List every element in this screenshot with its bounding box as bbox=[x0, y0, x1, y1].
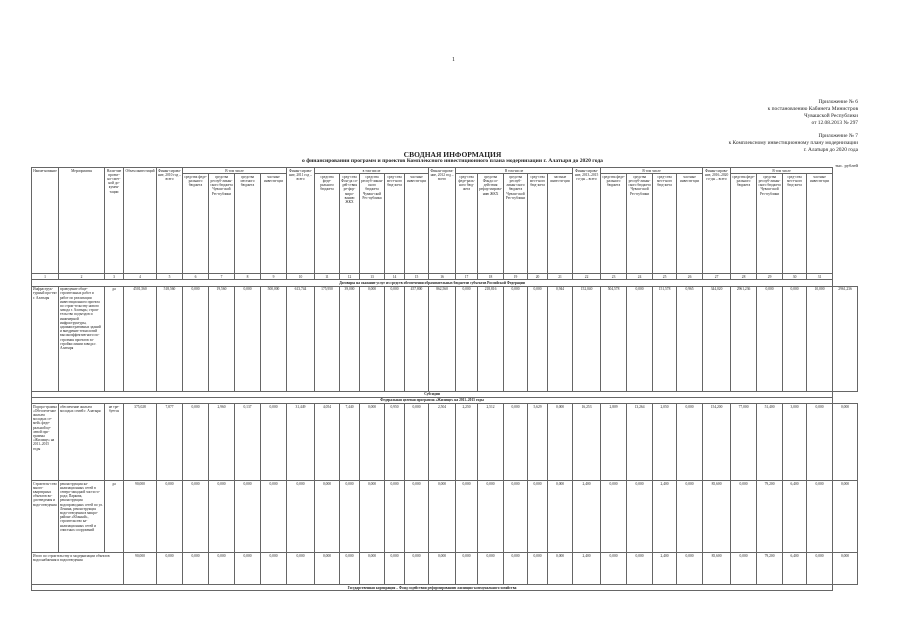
value-cell: 0,000 bbox=[183, 286, 209, 391]
header-rep-2012: средства респуб-ликан-ского бюджета Чуваш-ской Рес-публики bbox=[504, 174, 528, 274]
value-cell: 79,200 bbox=[757, 481, 783, 553]
value-cell: 0,000 bbox=[504, 553, 528, 585]
value-cell: 0,000 bbox=[360, 481, 385, 553]
row-design-docs: да bbox=[105, 286, 124, 391]
value-cell: 16,253 bbox=[573, 404, 601, 481]
header-mun-2010: средства местного бюджета bbox=[235, 174, 261, 274]
header-mun-2011: сред-ства мест-ного бюд-жета bbox=[385, 174, 405, 274]
value-cell: 0,000 bbox=[405, 553, 429, 585]
value-cell: 2,400 bbox=[573, 553, 601, 585]
value-cell: 0,000 bbox=[627, 286, 653, 391]
value-cell: 0,000 bbox=[833, 553, 858, 585]
value-cell: 31,449 bbox=[287, 404, 315, 481]
value-cell: 0,000 bbox=[528, 481, 548, 553]
value-cell: 10,000 bbox=[807, 286, 833, 391]
value-cell: 0,000 bbox=[627, 481, 653, 553]
column-number: 14 bbox=[385, 274, 405, 280]
value-cell: 0,000 bbox=[504, 481, 528, 553]
column-number: 1 bbox=[32, 274, 59, 280]
header-fin-2012: Финан-сирова-ние, 2012 год – всего bbox=[429, 168, 456, 274]
value-cell: 151,578 bbox=[653, 286, 677, 391]
value-cell: 154,200 bbox=[703, 404, 731, 481]
header-fed-2011: средства феде-рального бюджета bbox=[315, 174, 340, 274]
column-number: 13 bbox=[360, 274, 385, 280]
column-number: 8 bbox=[235, 274, 261, 280]
column-number: 11 bbox=[315, 274, 340, 280]
appendix-7-line1: Приложение № 7 bbox=[818, 133, 858, 139]
value-cell: 0,000 bbox=[807, 481, 833, 553]
column-number: 5 bbox=[157, 274, 183, 280]
value-cell: 2,809 bbox=[601, 404, 627, 481]
header-incl-2015: В том числе bbox=[601, 168, 703, 174]
row-name: Подпро-грамма «Обеспече-ние жильем молодых се-мей» феде-ральной це-левой про-граммы «Жилище» на 2011–2015 годы bbox=[32, 404, 59, 481]
value-cell: 39,000 bbox=[340, 286, 360, 391]
value-cell: 7,440 bbox=[340, 404, 360, 481]
header-fin-2011: Финан-сирова-ние, 2011 год – всего bbox=[287, 168, 315, 274]
section-row bbox=[32, 585, 858, 591]
header-measures: Мероприятия bbox=[59, 168, 105, 274]
column-number: 3 bbox=[105, 274, 124, 280]
value-cell: 0,000 bbox=[287, 553, 315, 585]
value-cell: 0,000 bbox=[548, 404, 573, 481]
row-measure: обеспечение жильем молодых семей г. Алатыря bbox=[59, 404, 105, 481]
row-measure: проведение обще-строительных работ и работ по реализации инвестиционного проекта по строи-тельству нового завода г. Алатырь; строи-тельство подъездов и инженерной инфраструктуры, административных зданий и внедрение технологий высокоэффектив-ного по-строения проектов за-стройки линии завода г. Алатыря bbox=[59, 286, 105, 391]
value-cell: 344,020 bbox=[703, 286, 731, 391]
column-number: 28 bbox=[731, 274, 757, 280]
value-cell: 0,000 bbox=[528, 286, 548, 391]
value-cell: 0,000 bbox=[456, 481, 478, 553]
value-cell: 0,000 bbox=[833, 481, 858, 553]
value-cell: 0,000 bbox=[807, 553, 833, 585]
value-cell: 19,560 bbox=[209, 286, 235, 391]
value-cell: 0,000 bbox=[731, 553, 757, 585]
value-cell: 0,000 bbox=[385, 481, 405, 553]
value-cell: 0,000 bbox=[261, 404, 287, 481]
header-rep-2010: средства респуб-ликан-ского бюджета Чуваш-ской Рес-публики bbox=[209, 174, 235, 274]
value-cell: 4,054 bbox=[315, 404, 340, 481]
section-title: Государственная корпорация – Фонд содействия реформированию жилищно-коммунального хозяйства bbox=[32, 585, 833, 591]
value-cell: 500,000 bbox=[261, 286, 287, 391]
header-fund-2011: сред-ства Фон-да со-дей-ствия ре-фор-миро-ванию ЖКХ bbox=[340, 174, 360, 274]
table-row bbox=[32, 481, 858, 553]
value-cell: 77,000 bbox=[731, 404, 757, 481]
header-incl-2020: В том числе bbox=[731, 168, 833, 174]
total-row bbox=[32, 553, 858, 585]
column-number: 21 bbox=[548, 274, 573, 280]
header-fed-2010: средства феде-рального бюджета bbox=[183, 174, 209, 274]
section-title: Договоры на оказание услуг из средств обеспечения образовательных бюджетов субъектов Российской Федерации bbox=[32, 280, 833, 286]
column-number: 24 bbox=[627, 274, 653, 280]
header-mun-2012: сред-ства мест-ного бюд-жета bbox=[528, 174, 548, 274]
row-name: Инфраструк-турный про-ект г. Алатыря bbox=[32, 286, 59, 391]
column-number: 26 bbox=[677, 274, 703, 280]
value-cell: 613,744 bbox=[287, 286, 315, 391]
value-cell: 0,000 bbox=[287, 481, 315, 553]
value-cell: 2,400 bbox=[573, 481, 601, 553]
value-cell: 2,400 bbox=[653, 553, 677, 585]
value-cell: 0,000 bbox=[235, 481, 261, 553]
value-cell: 3,000 bbox=[783, 404, 807, 481]
value-cell: 0,000 bbox=[429, 553, 456, 585]
value-cell: 504,578 bbox=[601, 286, 627, 391]
column-number: 29 bbox=[757, 274, 783, 280]
value-cell: 0,000 bbox=[731, 481, 757, 553]
value-cell: 0,000 bbox=[183, 481, 209, 553]
value-cell: 13,264 bbox=[627, 404, 653, 481]
column-number: 30 bbox=[783, 274, 807, 280]
value-cell: 0,000 bbox=[385, 286, 405, 391]
value-cell: 6,400 bbox=[783, 553, 807, 585]
header-incl-2010: В том числе bbox=[183, 168, 287, 174]
column-number: 4 bbox=[124, 274, 157, 280]
appendix-6-line2: к постановлению Кабинета Министров bbox=[767, 106, 858, 112]
column-number: 12 bbox=[340, 274, 360, 280]
appendix-6-line4: от 12.08.2013 № 297 bbox=[811, 120, 858, 126]
header-fed-2015: средства феде-рального бюджета bbox=[601, 174, 627, 274]
value-cell: 2,960 bbox=[209, 404, 235, 481]
value-cell: 0,000 bbox=[504, 404, 528, 481]
value-cell: 0,000 bbox=[360, 286, 385, 391]
value-cell: 0,000 bbox=[429, 481, 456, 553]
value-cell: 0,000 bbox=[157, 553, 183, 585]
column-number: 19 bbox=[504, 274, 528, 280]
value-cell: 0,000 bbox=[601, 553, 627, 585]
column-number: 15 bbox=[405, 274, 429, 280]
row-measure: реконструкция ка-нализационных сетей в северо-западной части го-рода; Паркова, реконструкция водопроводных сетей по ул. Ленина, реконструкция водо-отведения в микро-районе «Южный», строительство ка-нализационных сетей и очистных сооружений bbox=[59, 481, 105, 553]
value-cell: 218,816 bbox=[478, 286, 504, 391]
row-name: Строитель-ство много-квартирных объектов во-доотведения и водо-отведения bbox=[32, 481, 59, 553]
value-cell: 0,000 bbox=[340, 481, 360, 553]
header-rep-2020: средства респуб-ликан-ского бюджета Чуваш-ской Рес-публики bbox=[757, 174, 783, 274]
value-cell: 457,800 bbox=[405, 286, 429, 391]
value-cell: 7,877 bbox=[157, 404, 183, 481]
column-number: 31 bbox=[807, 274, 833, 280]
value-cell: 0,000 bbox=[360, 553, 385, 585]
column-number: 27 bbox=[703, 274, 731, 280]
value-cell: 2,400 bbox=[653, 481, 677, 553]
value-cell: 0,000 bbox=[315, 481, 340, 553]
value-cell: 0,137 bbox=[235, 404, 261, 481]
value-cell: 0,000 bbox=[677, 553, 703, 585]
header-mun-2020: сред-ства мест-ного бюд-жета bbox=[783, 174, 807, 274]
header-incl-2012: В том числе bbox=[456, 168, 573, 174]
appendix-6-line1: Приложение № 6 bbox=[818, 99, 858, 105]
header-priv-2012: частные инвести-ции bbox=[548, 174, 573, 274]
value-cell: 2,250 bbox=[456, 404, 478, 481]
value-cell: 2,504 bbox=[429, 404, 456, 481]
appendix-7-line3: г. Алатыря до 2020 года bbox=[803, 147, 858, 153]
header-fin-2015: Финан-сирова-ние, 2013–2015 го-ды – всего bbox=[573, 168, 601, 274]
column-number: 2 bbox=[59, 274, 105, 280]
section-title: Субсидии bbox=[32, 391, 833, 397]
column-number: 6 bbox=[183, 274, 209, 280]
column-number: 10 bbox=[287, 274, 315, 280]
value-cell: 0,000 bbox=[478, 553, 504, 585]
header-fin-2010: Финан-сирова-ние, 2010 год – всего bbox=[157, 168, 183, 274]
appendix-6-line3: Чувашской Республики bbox=[804, 113, 858, 119]
value-cell: 0,000 bbox=[340, 553, 360, 585]
value-cell: 0,000 bbox=[528, 553, 548, 585]
header-priv-2020: частные инвести-ции bbox=[807, 174, 833, 274]
header-incl-2011: в том числе bbox=[315, 168, 429, 174]
header-fund-2012: средства Фонда со-действия рефор-мирова-нию ЖКХ bbox=[478, 174, 504, 274]
value-cell: 85,600 bbox=[703, 553, 731, 585]
document-subtitle: о финансировании программ и проектов Комплексного инвестиционного плана модернизации г. Алатыря до 2020 года bbox=[302, 158, 603, 164]
value-cell: 518,560 bbox=[157, 286, 183, 391]
column-number: 22 bbox=[573, 274, 601, 280]
column-number: 7 bbox=[209, 274, 235, 280]
value-cell: 2,050 bbox=[653, 404, 677, 481]
value-cell: 0,000 bbox=[504, 286, 528, 391]
value-cell: 0,950 bbox=[385, 404, 405, 481]
value-cell: 0,000 bbox=[209, 481, 235, 553]
row-design-docs: не тре-буется bbox=[105, 404, 124, 481]
value-cell: 0,000 bbox=[261, 481, 287, 553]
header-priv-2015: частные инвести-ции bbox=[677, 174, 703, 274]
value-cell: 2961,236 bbox=[833, 286, 858, 391]
column-number: 18 bbox=[478, 274, 504, 280]
header-design-docs: Нали-чие проект-но-смет-ной до-кумен-тации bbox=[105, 168, 124, 274]
header-fin-2020: Финан-сирова-ние, 2016–2020 го-ды – всего bbox=[703, 168, 731, 274]
column-number: 20 bbox=[528, 274, 548, 280]
value-cell: 0,000 bbox=[833, 404, 858, 481]
value-cell: 0,000 bbox=[677, 404, 703, 481]
value-cell: 0,000 bbox=[183, 404, 209, 481]
value-cell: 85,600 bbox=[703, 481, 731, 553]
column-number: 17 bbox=[456, 274, 478, 280]
units-label: тыс. рублей bbox=[835, 163, 858, 168]
value-cell: 0,965 bbox=[677, 286, 703, 391]
value-cell: 2961,236 bbox=[731, 286, 757, 391]
value-cell: 0,000 bbox=[315, 553, 340, 585]
value-cell: 375,028 bbox=[124, 404, 157, 481]
value-cell: 0,944 bbox=[548, 286, 573, 391]
header-fed-2012: сред-ства феде-раль-ного бюд-жета bbox=[456, 174, 478, 274]
financing-table bbox=[31, 167, 858, 591]
column-number: 9 bbox=[261, 274, 287, 280]
value-cell: 0,000 bbox=[677, 481, 703, 553]
column-number: 25 bbox=[653, 274, 677, 280]
value-cell: 79,200 bbox=[757, 553, 783, 585]
value-cell: 0,000 bbox=[456, 553, 478, 585]
header-total: Объем инвестиций bbox=[124, 168, 157, 274]
value-cell: 4501,560 bbox=[124, 286, 157, 391]
document-title: СВОДНАЯ ИНФОРМАЦИЯ bbox=[403, 150, 502, 159]
column-number: 23 bbox=[601, 274, 627, 280]
value-cell: 0,000 bbox=[235, 553, 261, 585]
subsection-title: Федеральная целевая программа «Жилище» на 2011–2015 годы bbox=[32, 397, 833, 403]
value-cell: 0,000 bbox=[405, 404, 429, 481]
column-number: 16 bbox=[429, 274, 456, 280]
value-cell: 0,000 bbox=[385, 553, 405, 585]
table-row bbox=[32, 404, 858, 481]
value-cell: 6,400 bbox=[783, 481, 807, 553]
value-cell: 0,000 bbox=[456, 286, 478, 391]
table-row bbox=[32, 286, 858, 391]
value-cell: 0,000 bbox=[757, 286, 783, 391]
value-cell: 0,000 bbox=[783, 286, 807, 391]
total-row-name: Итого по строительству и модернизации объектов водоснабжения и водоотведения bbox=[32, 553, 124, 585]
value-cell: 0,000 bbox=[478, 481, 504, 553]
header-rep-2015: средства респуб-ликан-ского бюджета Чуваш-ской Рес-публики bbox=[627, 174, 653, 274]
header-name: Наиме-нование bbox=[32, 168, 59, 274]
header-priv-2010: частные инвести-ции bbox=[261, 174, 287, 274]
value-cell: 0,000 bbox=[627, 553, 653, 585]
value-cell: 175,950 bbox=[315, 286, 340, 391]
value-cell: 0,000 bbox=[261, 553, 287, 585]
value-cell: 152,040 bbox=[573, 286, 601, 391]
row-design-docs: да bbox=[105, 481, 124, 553]
value-cell: 0,000 bbox=[157, 481, 183, 553]
value-cell: 51,400 bbox=[757, 404, 783, 481]
value-cell: 0,000 bbox=[183, 553, 209, 585]
value-cell: 0,000 bbox=[209, 553, 235, 585]
value-cell: 90,000 bbox=[124, 481, 157, 553]
value-cell: 0,000 bbox=[807, 404, 833, 481]
value-cell: 5,629 bbox=[528, 404, 548, 481]
page-number: 1 bbox=[452, 57, 455, 63]
header-rep-2011: средства респуб-ликан-ского бюджета Чуваш-ской Рес-публики bbox=[360, 174, 385, 274]
value-cell: 0,000 bbox=[548, 553, 573, 585]
value-cell: 0,000 bbox=[601, 481, 627, 553]
header-fed-2020: средства феде-рального бюджета bbox=[731, 174, 757, 274]
value-cell: 0,000 bbox=[405, 481, 429, 553]
appendix-7-line2: к Комплексному инвестиционному плану модернизации bbox=[728, 140, 858, 146]
value-cell: 2,512 bbox=[478, 404, 504, 481]
value-cell: 0,000 bbox=[360, 404, 385, 481]
value-cell: 90,000 bbox=[124, 553, 157, 585]
value-cell: 0,000 bbox=[548, 481, 573, 553]
value-cell: 862,560 bbox=[429, 286, 456, 391]
value-cell: 0,000 bbox=[235, 286, 261, 391]
header-priv-2011: частные инвести-ции bbox=[405, 174, 429, 274]
header-mun-2015: сред-ства мест-ного бюд-жета bbox=[653, 174, 677, 274]
